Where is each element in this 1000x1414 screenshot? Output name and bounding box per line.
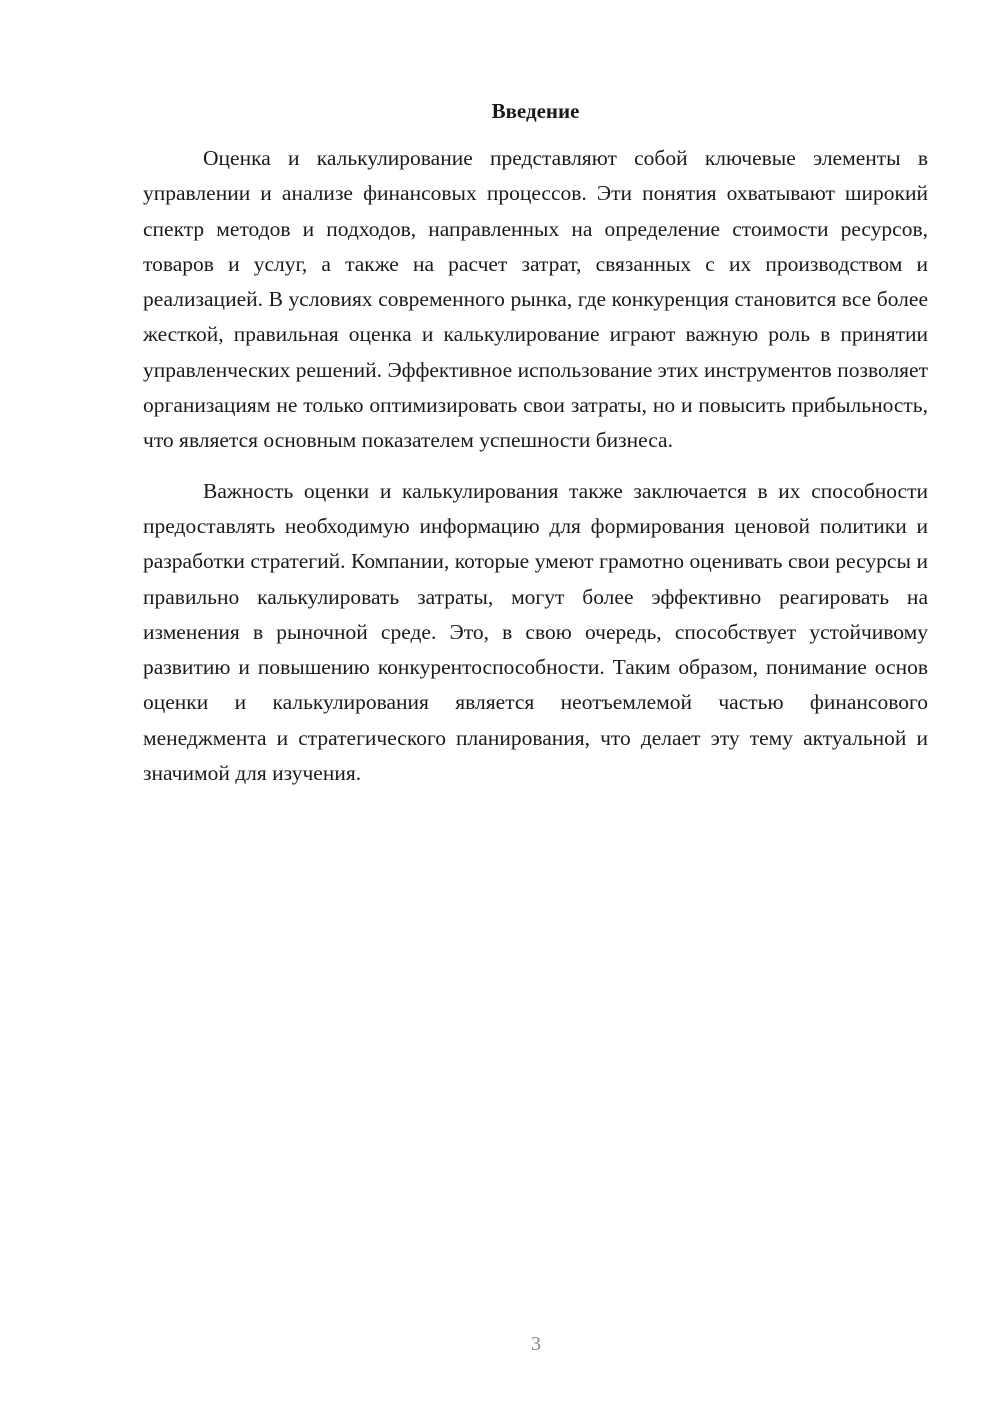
page-content <box>143 95 928 791</box>
paragraph-1: Оценка и калькулирование представляют собой ключевые элементы в управлении и анализе финансовых процессов. Эти понятия охватывают широкий спектр методов и подходов, направленных на определение стоимости ресурсов, товаров и услуг, а также на расчет затрат, связанных с их производством и реализацией. В условиях современного рынка, где конкуренция становится все более жесткой, правильная оценка и калькулирование играют важную роль в принятии управленческих решений. Эффективное использование этих инструментов позволяет организациям не только оптимизировать свои затраты, но и повысить прибыльность, что является основным показателем успешности бизнеса. <box>143 146 928 453</box>
section-title: Введение <box>491 99 580 123</box>
page-number: 3 <box>531 1333 541 1355</box>
paragraph-2: Важность оценки и калькулирования также заключается в их способности предоставлять необходимую информацию для формирования ценовой политики и разработки стратегий. Компании, которые умеют грамотно оценивать свои ресурсы и правильно калькулировать затраты, могут более эффективно реагировать на изменения в рыночной среде. Это, в свою очередь, способствует устойчивому развитию и повышению конкурентоспособности. Таким образом, понимание основ оценки и калькулирования является неотъемлемой частью финансового менеджмента и стратегического планирования, что делает эту тему актуальной и значимой для изучения. <box>143 478 928 786</box>
